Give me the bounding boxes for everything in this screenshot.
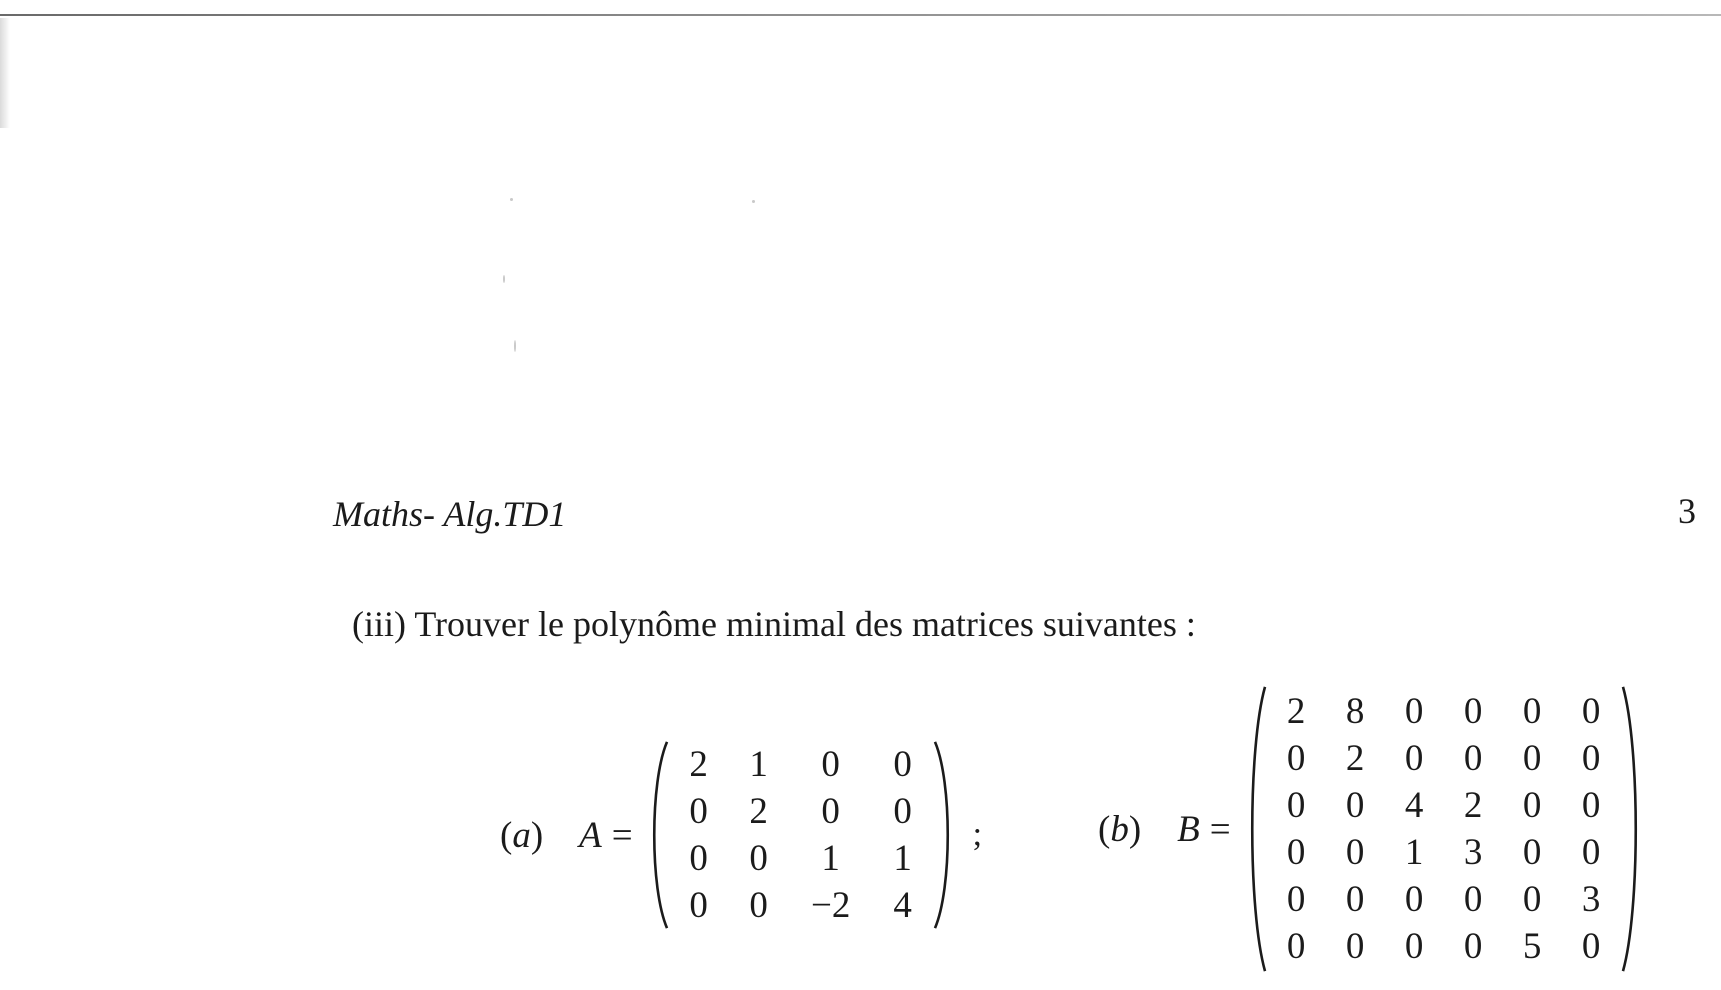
matrix-cell: 0 [1522, 738, 1542, 779]
matrix-cell: 0 [1286, 926, 1306, 967]
matrix-row [1267, 782, 1621, 829]
scan-speck [752, 200, 755, 203]
left-paren-icon [647, 740, 669, 930]
scan-speck [514, 340, 516, 352]
matrix-row [1267, 876, 1621, 923]
matrix-cell: 3 [1463, 832, 1483, 873]
matrix-cell: 0 [893, 791, 912, 832]
matrix-cell: 2 [1345, 738, 1365, 779]
matrix-cell: 0 [749, 838, 768, 879]
matrix-b-label: (b) [1098, 808, 1142, 850]
matrix-cell: 0 [1463, 879, 1483, 920]
right-paren-icon [1621, 684, 1643, 974]
matrix-row [1267, 735, 1621, 782]
matrix-cell: 0 [1522, 785, 1542, 826]
matrix-cell: −2 [810, 885, 851, 926]
right-paren-icon [933, 740, 955, 930]
matrix-cell: 0 [689, 885, 708, 926]
matrix-row [669, 835, 933, 882]
matrix-b [1267, 688, 1621, 970]
matrix-row [1267, 688, 1621, 735]
left-paren-icon [1245, 684, 1267, 974]
matrix-cell: 0 [821, 791, 840, 832]
matrix-cell: 4 [893, 885, 912, 926]
equals-sign: = [1209, 808, 1231, 850]
matrix-cell: 0 [1345, 785, 1365, 826]
matrix-cell: 0 [1463, 926, 1483, 967]
scan-speck [503, 275, 505, 283]
matrix-cell: 1 [1404, 832, 1424, 873]
matrix-cell: 0 [1286, 832, 1306, 873]
matrix-a-label: (a) [500, 814, 544, 856]
matrix-row [1267, 829, 1621, 876]
separator-semicolon: ; [972, 816, 983, 853]
matrix-cell: 3 [1581, 879, 1601, 920]
matrix-cell: 4 [1404, 785, 1424, 826]
matrix-cell: 0 [1581, 785, 1601, 826]
matrix-a [669, 741, 933, 929]
matrix-row [669, 741, 933, 788]
matrix-cell: 0 [1463, 738, 1483, 779]
matrix-cell: 0 [1345, 926, 1365, 967]
matrix-b-name: B [1177, 808, 1200, 850]
matrix-cell: 0 [1404, 926, 1424, 967]
matrix-cell: 2 [1463, 785, 1483, 826]
matrix-cell: 0 [1286, 785, 1306, 826]
matrix-cell: 2 [1286, 691, 1306, 732]
matrix-row [1267, 923, 1621, 970]
matrix-cell: 0 [1581, 691, 1601, 732]
matrix-cell: 0 [821, 744, 840, 785]
matrix-a-equation [500, 740, 982, 930]
matrix-cell: 0 [1463, 691, 1483, 732]
matrix-cell: 5 [1522, 926, 1542, 967]
document-title: Maths- Alg.TD1 [333, 494, 567, 534]
matrix-cell: 0 [1345, 832, 1365, 873]
matrix-cell: 1 [749, 744, 768, 785]
matrix-cell: 2 [689, 744, 708, 785]
matrix-cell: 0 [689, 791, 708, 832]
matrix-cell: 0 [1581, 832, 1601, 873]
matrix-cell: 0 [689, 838, 708, 879]
matrix-cell: 0 [1345, 879, 1365, 920]
matrix-cell: 0 [1404, 691, 1424, 732]
matrix-b-equation [1098, 684, 1643, 974]
matrix-cell: 1 [821, 838, 840, 879]
page-number: 3 [1678, 491, 1696, 531]
matrix-cell: 0 [1404, 738, 1424, 779]
matrix-cell: 2 [749, 791, 768, 832]
matrix-cell: 0 [893, 744, 912, 785]
matrix-cell: 0 [1522, 832, 1542, 873]
page-left-shadow [0, 18, 10, 128]
matrix-cell: 0 [1522, 691, 1542, 732]
matrix-cell: 0 [1522, 879, 1542, 920]
equals-sign: = [611, 814, 633, 856]
matrix-cell: 0 [1581, 926, 1601, 967]
matrix-row [669, 882, 933, 929]
scan-speck [510, 198, 513, 201]
matrix-cell: 0 [1286, 879, 1306, 920]
matrix-cell: 0 [1581, 738, 1601, 779]
matrix-cell: 0 [1404, 879, 1424, 920]
page-top-edge [0, 14, 1721, 16]
matrix-cell: 0 [1286, 738, 1306, 779]
matrix-row [669, 788, 933, 835]
exercise-instruction: (iii) Trouver le polynôme minimal des matrices suivantes : [352, 604, 1196, 644]
matrix-cell: 8 [1345, 691, 1365, 732]
matrix-a-name: A [579, 814, 602, 856]
matrix-cell: 0 [749, 885, 768, 926]
matrix-cell: 1 [893, 838, 912, 879]
